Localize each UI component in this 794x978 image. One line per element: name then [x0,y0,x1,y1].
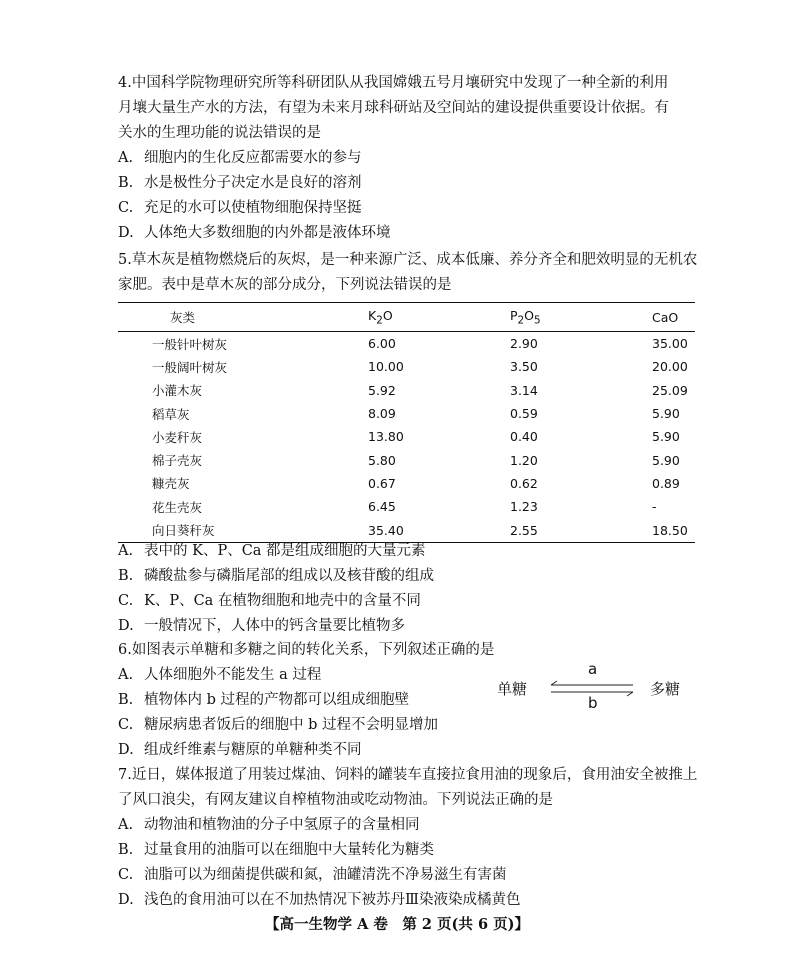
header-p2o5 [509,303,651,332]
table-cell: 5.80 [368,452,396,468]
q6-option-c[interactable] [118,714,438,736]
q6-option-a[interactable] [118,664,321,686]
option-label: C. [118,200,134,216]
table-row [118,379,695,402]
option-label: A. [118,150,134,166]
table-cell: 稻草灰 [152,406,190,422]
table-header-row [118,303,695,332]
table-cell: 0.89 [652,475,680,491]
header-cao: CaO [651,303,695,332]
sugar-conversion-diagram [492,660,702,716]
option-label: B. [118,175,134,191]
table-cell: 35.40 [367,518,509,542]
q7-stem-line-2: 了风口浪尖，有网友建议自榨植物油或吃动物油。下列说法正确的是 [118,792,553,808]
q7-option-d[interactable] [118,889,520,911]
table-cell: 10.00 [368,359,404,375]
q4-stem-line-1: 4.中国科学院物理研究所等科研团队从我国嫦娥五号月壤研究中发现了一种全新的利用 [118,75,669,91]
q5-stem-line-2: 家肥。表中是草木灰的部分成分，下列说法错误的是 [118,277,452,293]
option-label: A. [118,667,134,683]
q4-option-c[interactable] [118,197,362,219]
table-cell: 5.90 [652,452,680,468]
option-text: 细胞内的生化反应都需要水的参与 [144,150,362,166]
monosaccharide-label: 单糖 [497,680,528,698]
q7-option-b[interactable] [118,839,434,861]
option-text: 人体绝大多数细胞的内外都是液体环境 [144,225,391,241]
option-label: D. [118,892,134,908]
table-cell: 0.40 [510,429,538,445]
polysaccharide-label: 多糖 [650,680,681,698]
process-a-label: a [588,660,598,678]
q4-stem-line-3: 关水的生理功能的说法错误的是 [118,125,321,141]
header-k2o-k: K [368,307,377,323]
option-text: 动物油和植物油的分子中氢原子的含量相同 [144,817,420,833]
table-cell: 13.80 [368,429,404,445]
table-cell: 18.50 [651,518,695,542]
option-text: 植物体内 b 过程的产物都可以组成细胞壁 [144,692,409,708]
q5-option-a[interactable] [118,540,426,562]
table-row [118,355,695,378]
table-cell: 3.50 [510,359,538,375]
option-text: 表中的 K、P、Ca 都是组成细胞的大量元素 [144,543,426,559]
process-b-label: b [588,694,598,712]
table-cell: 1.20 [510,452,538,468]
table-cell: 小灌木灰 [152,383,203,399]
q7-option-c[interactable] [118,864,507,886]
table-cell: 5.92 [368,382,396,398]
option-text: 人体细胞外不能发生 a 过程 [144,667,322,683]
table-row [118,402,695,425]
header-ash-type: 灰类 [118,303,367,332]
table-row [118,495,695,518]
table-cell: 棉子壳灰 [152,453,203,469]
table-cell: 5.90 [652,406,680,422]
q5-option-d[interactable] [118,615,405,637]
table-cell: 1.23 [510,499,538,515]
q5-option-c[interactable] [118,590,421,612]
table-cell: 向日葵秆灰 [118,518,367,542]
option-label: A. [118,817,134,833]
option-text: 水是极性分子决定水是良好的溶剂 [144,175,362,191]
option-label: D. [118,618,134,634]
table-cell: 一般针叶树灰 [152,336,228,352]
table-cell: 8.09 [368,406,396,422]
q4-stem-line-2: 月壤大量生产水的方法，有望为未来月球科研站及空间站的建设提供重要设计依据。有 [118,100,669,116]
page-footer: 【高一生物学 A 卷 第 2 页(共 6 页)】 [265,916,529,933]
q6-option-b[interactable] [118,689,409,711]
table-cell: 25.09 [652,382,688,398]
option-label: D. [118,225,134,241]
q7-stem-line-1: 7.近日，媒体报道了用装过煤油、饲料的罐装车直接拉食用油的现象后，食用油安全被推上 [118,767,698,783]
option-label: A. [118,543,134,559]
header-k2o-sub: 2 [376,314,383,327]
table-cell: 6.45 [368,499,396,515]
header-k2o [367,303,509,332]
header-p2o5-o: O [524,307,535,323]
q7-option-a[interactable] [118,814,420,836]
q5-stem-line-1: 5.草木灰是植物燃烧后的灰烬，是一种来源广泛、成本低廉、养分齐全和肥效明显的无机农 [118,252,698,268]
q6-option-d[interactable] [118,739,362,761]
option-label: B. [118,568,134,584]
option-text: 过量食用的油脂可以在细胞中大量转化为糖类 [144,842,434,858]
table-cell: 5.90 [652,429,680,445]
q5-option-b[interactable] [118,565,434,587]
q6-stem: 6.如图表示单糖和多糖之间的转化关系，下列叙述正确的是 [118,642,495,658]
table-cell: 一般阔叶树灰 [152,359,228,375]
table-cell: 20.00 [652,359,688,375]
option-text: 组成纤维素与糖原的单糖种类不同 [144,742,362,758]
table-cell: 2.90 [510,336,538,352]
header-p2o5-sub2: 5 [534,314,541,327]
table-cell: 3.14 [510,382,538,398]
option-label: C. [118,593,134,609]
option-text: 一般情况下，人体中的钙含量要比植物多 [144,618,405,634]
header-p2o5-p: P [510,307,518,323]
table-cell: 0.67 [368,475,396,491]
option-label: C. [118,717,134,733]
header-k2o-o: O [382,307,393,323]
table-cell: 2.55 [509,518,651,542]
q4-option-a[interactable] [118,147,362,169]
table-cell: - [652,499,657,515]
q4-option-b[interactable] [118,172,362,194]
table-row [118,518,695,542]
option-label: D. [118,742,134,758]
table-row [118,448,695,471]
table-cell: 小麦秆灰 [152,429,203,445]
table-cell: 花生壳灰 [152,499,203,515]
table-row [118,472,695,495]
table-cell: 6.00 [368,336,396,352]
table-row [118,332,695,356]
option-text: 糖尿病患者饭后的细胞中 b 过程不会明显增加 [144,717,438,733]
table-cell: 糠壳灰 [152,476,190,492]
option-text: 油脂可以为细菌提供碳和氮，油罐清洗不净易滋生有害菌 [144,867,507,883]
ash-composition-table [118,302,695,543]
table-cell: 0.59 [510,406,538,422]
table-cell: 0.62 [510,475,538,491]
option-label: C. [118,867,134,883]
option-label: B. [118,692,134,708]
option-text: 浅色的食用油可以在不加热情况下被苏丹Ⅲ染液染成橘黄色 [144,892,521,908]
option-text: K、P、Ca 在植物细胞和地壳中的含量不同 [144,593,421,609]
table-row [118,425,695,448]
option-text: 充足的水可以使植物细胞保持坚挺 [144,200,362,216]
option-label: B. [118,842,134,858]
header-p2o5-sub1: 2 [517,314,525,327]
table-cell: 35.00 [652,336,688,352]
q4-option-d[interactable] [118,222,391,244]
option-text: 磷酸盐参与磷脂尾部的组成以及核苷酸的组成 [144,568,434,584]
